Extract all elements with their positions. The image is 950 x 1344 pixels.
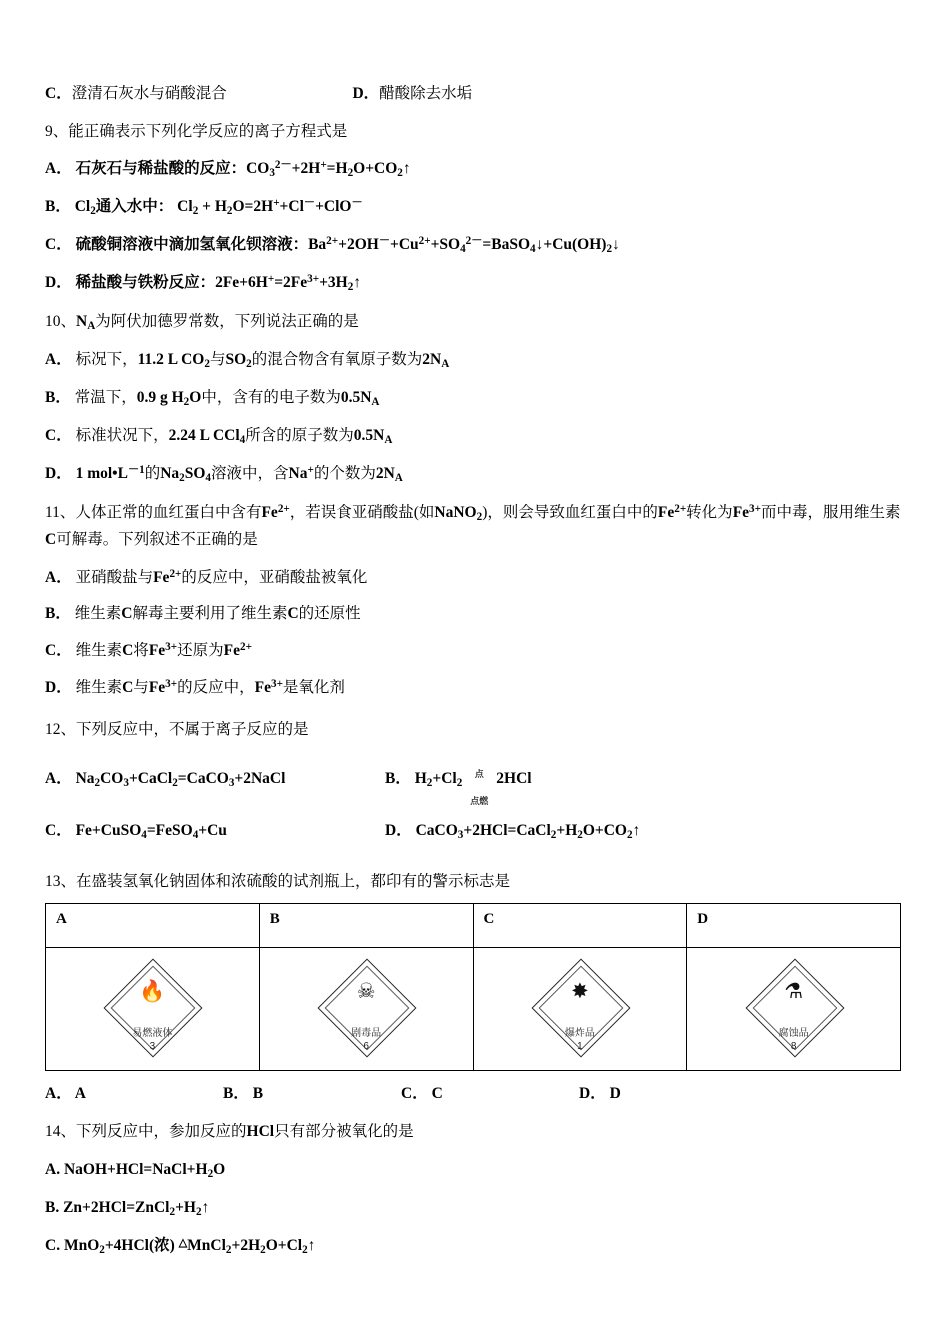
question-11-option-a bbox=[45, 566, 901, 591]
option-label: B． bbox=[385, 770, 411, 788]
option-c-label: C． bbox=[45, 85, 72, 102]
option-label: B. bbox=[45, 1198, 60, 1216]
option-label: A． bbox=[45, 770, 72, 788]
table-cell-d bbox=[687, 948, 901, 1071]
question-10-option-c bbox=[45, 424, 901, 450]
corrosive-glyph: ⚗ bbox=[784, 978, 804, 1003]
option-text: $CaCO_3+2HCl=CaCl_2+H_2O+CO_2↑$ bbox=[415, 822, 641, 842]
option-text: $Zn+2HCl=ZnCl_2+H_2↑$ bbox=[63, 1198, 210, 1218]
option-text: $Na_2CO_3+CaCl_2=CaCO_3+2NaCl$ bbox=[75, 770, 286, 790]
question-9-number: 9、 bbox=[45, 123, 69, 141]
answer-b: B． B bbox=[223, 1085, 264, 1103]
question-12-options-row-2 bbox=[45, 819, 901, 845]
top-options-row bbox=[45, 82, 901, 106]
option-text: 石灰石与稀盐酸的反应：$CO_3^{2-}+2H^+=H_2O+CO_2↑$ bbox=[75, 159, 411, 180]
option-text: Fe+CuSO$_4$=FeSO$_4$+Cu bbox=[75, 822, 227, 842]
question-12-option-b bbox=[385, 767, 532, 807]
answer-c: C． C bbox=[401, 1085, 443, 1103]
question-12-option-c bbox=[45, 819, 385, 845]
option-text: $NaOH+HCl=NaCl+H_2O$ bbox=[63, 1160, 226, 1180]
question-11-option-c bbox=[45, 639, 901, 664]
table-cell-a bbox=[46, 948, 260, 1071]
flame-icon bbox=[100, 955, 204, 1059]
question-13-text: 在盛装氢氧化钠固体和浓硫酸的试剂瓶上，都印有的警示标志是 bbox=[76, 873, 511, 891]
option-label: C． bbox=[45, 822, 72, 840]
option-label: C． bbox=[45, 236, 72, 254]
table-body-row bbox=[46, 948, 901, 1071]
option-text: 1 $mol•L^{-1}$的$Na_2SO_4$溶液中，含Na+的个数为$2N_A$ bbox=[75, 464, 403, 485]
option-label: D． bbox=[385, 822, 412, 840]
sign-number: 8 bbox=[790, 1040, 797, 1052]
question-9-option-d bbox=[45, 271, 901, 297]
question-12-options-row-1 bbox=[45, 767, 901, 807]
option-label: A． bbox=[45, 568, 72, 586]
question-11-option-b bbox=[45, 602, 901, 627]
document-content bbox=[45, 82, 901, 1272]
option-label: D． bbox=[45, 465, 72, 483]
option-text: 常温下，0.9 g $H_2O$中，含有的电子数为$0.5N_A$ bbox=[74, 389, 380, 409]
option-text: 标准状况下，2.24 L CCl$_4$所含的原子数为$0.5N_A$ bbox=[75, 427, 393, 447]
question-14-option-b bbox=[45, 1196, 901, 1222]
question-9-option-c bbox=[45, 233, 901, 259]
corrosive-icon bbox=[742, 955, 846, 1059]
option-text: MnO$_2$+4HCl(浓) $^\triangle MnCl_2+2H_2O+Cl_2↑$ bbox=[63, 1236, 316, 1256]
sign-name: 剧毒品 bbox=[351, 1027, 382, 1039]
option-label: B． bbox=[45, 198, 71, 216]
question-14-stem: 14、下列反应中，参加反应的HCl只有部分被氧化的是 bbox=[45, 1123, 414, 1141]
question-9-text: 能正确表示下列化学反应的离子方程式是 bbox=[68, 123, 348, 141]
table-header-d: D bbox=[687, 904, 901, 948]
question-12-option-a bbox=[45, 767, 385, 793]
option-c-text: 澄清石灰水与硝酸混合 bbox=[71, 85, 227, 102]
option-label: A． bbox=[45, 351, 72, 369]
option-label: C. bbox=[45, 1236, 61, 1254]
question-13-answers bbox=[45, 1081, 901, 1103]
table-header-c: C bbox=[473, 904, 687, 948]
question-11-number: 11、 bbox=[45, 504, 76, 522]
option-label: D． bbox=[45, 274, 72, 292]
warning-signs-table bbox=[45, 903, 901, 1071]
sign-name: 爆炸品 bbox=[564, 1027, 595, 1039]
question-12-option-d bbox=[385, 819, 640, 845]
option-label: B． bbox=[45, 605, 71, 623]
option-d-label: D． bbox=[352, 85, 380, 102]
question-9-option-a bbox=[45, 157, 901, 183]
question-11-stem: 11、人体正常的血红蛋白中含有$Fe^{2+}$，若误食亚硝酸盐(如NaNO$_2$)，则会导致血红蛋白中的$Fe^{2+}$转化为$Fe^{3+}$而中毒，服用维生素C可解毒。下列叙述不正确的是 bbox=[45, 503, 901, 549]
option-text: 维生素C与$Fe^{3+}$的反应中，$Fe^{3+}$是氧化剂 bbox=[75, 677, 345, 696]
sign-number: 1 bbox=[577, 1040, 583, 1052]
option-label: A． bbox=[45, 160, 72, 178]
explosion-glyph: ✸ bbox=[571, 978, 589, 1003]
flame-glyph: 🔥 bbox=[139, 978, 166, 1003]
question-10-option-d bbox=[45, 462, 901, 488]
option-text: 维生素C解毒主要利用了维生素C的还原性 bbox=[74, 605, 361, 623]
option-label: C． bbox=[45, 642, 72, 660]
question-10-number: 10、 bbox=[45, 313, 77, 331]
table-header-row bbox=[46, 904, 901, 948]
option-text: $H_2+Cl_2$ 点 点燃 2HCl bbox=[414, 769, 532, 807]
reaction-condition-top: 点 bbox=[474, 769, 484, 780]
question-12-text: 下列反应中，不属于离子反应的是 bbox=[76, 720, 309, 738]
table-header-b: B bbox=[259, 904, 473, 948]
question-13-number: 13、 bbox=[45, 873, 77, 891]
option-label: B． bbox=[45, 389, 71, 407]
option-text: 维生素C将$Fe^{3+}$还原为$Fe^{2+}$ bbox=[75, 641, 252, 660]
option-d-text: 醋酸除去水垢 bbox=[379, 85, 473, 102]
sign-name: 易燃液体 bbox=[132, 1027, 173, 1039]
sign-name: 腐蚀品 bbox=[778, 1027, 809, 1039]
question-14-option-c bbox=[45, 1234, 901, 1260]
option-text: 标况下，11.2 L $CO_2$与$SO_2$的混合物含有氧原子数为$2N_A$ bbox=[75, 351, 450, 371]
sign-number: 3 bbox=[149, 1040, 156, 1052]
option-label: A. bbox=[45, 1160, 61, 1178]
question-10-option-b bbox=[45, 386, 901, 412]
question-10-option-a bbox=[45, 348, 901, 374]
question-12-stem bbox=[45, 717, 901, 743]
question-14-number: 14、 bbox=[45, 1123, 77, 1141]
question-13-stem bbox=[45, 869, 901, 895]
question-10-stem: 10、$N_A$为阿伏加德罗常数，下列说法正确的是 bbox=[45, 313, 359, 333]
question-9-option-b bbox=[45, 195, 901, 221]
option-text: $Cl_2$通入水中： $Cl_2 + H_2O=2H^++Cl^-+ClO^-$ bbox=[74, 197, 363, 218]
table-cell-b bbox=[259, 948, 473, 1071]
question-10-text: $N_A$ bbox=[76, 313, 96, 333]
question-14-option-a bbox=[45, 1158, 901, 1184]
table-cell-c bbox=[473, 948, 687, 1071]
skull-icon bbox=[314, 955, 418, 1059]
option-text: 亚硝酸盐与$Fe^{2+}$的反应中，亚硝酸盐被氧化 bbox=[75, 567, 368, 586]
sign-number: 6 bbox=[363, 1040, 369, 1052]
option-label: D． bbox=[45, 678, 72, 696]
question-11-option-d bbox=[45, 676, 901, 701]
option-text: 稀盐酸与铁粉反应：$2Fe+6H^+=2Fe^{3+}+3H_2↑$ bbox=[75, 273, 362, 294]
option-label: C． bbox=[45, 427, 72, 445]
explosion-icon bbox=[528, 955, 632, 1059]
answer-a: A． A bbox=[45, 1085, 86, 1103]
question-9-stem bbox=[45, 119, 901, 145]
answer-d: D． D bbox=[579, 1085, 621, 1103]
question-12-number: 12、 bbox=[45, 720, 77, 738]
option-text: 硫酸铜溶液中滴加氢氧化钡溶液：$Ba^{2+}+2OH^-+Cu^{2+}+SO_4^{2-}=BaSO_4↓+Cu(OH)_2↓$ bbox=[75, 235, 620, 256]
table-header-a: A bbox=[46, 904, 260, 948]
skull-glyph: ☠ bbox=[356, 978, 376, 1003]
reaction-condition-bottom: 点燃 bbox=[470, 796, 489, 807]
